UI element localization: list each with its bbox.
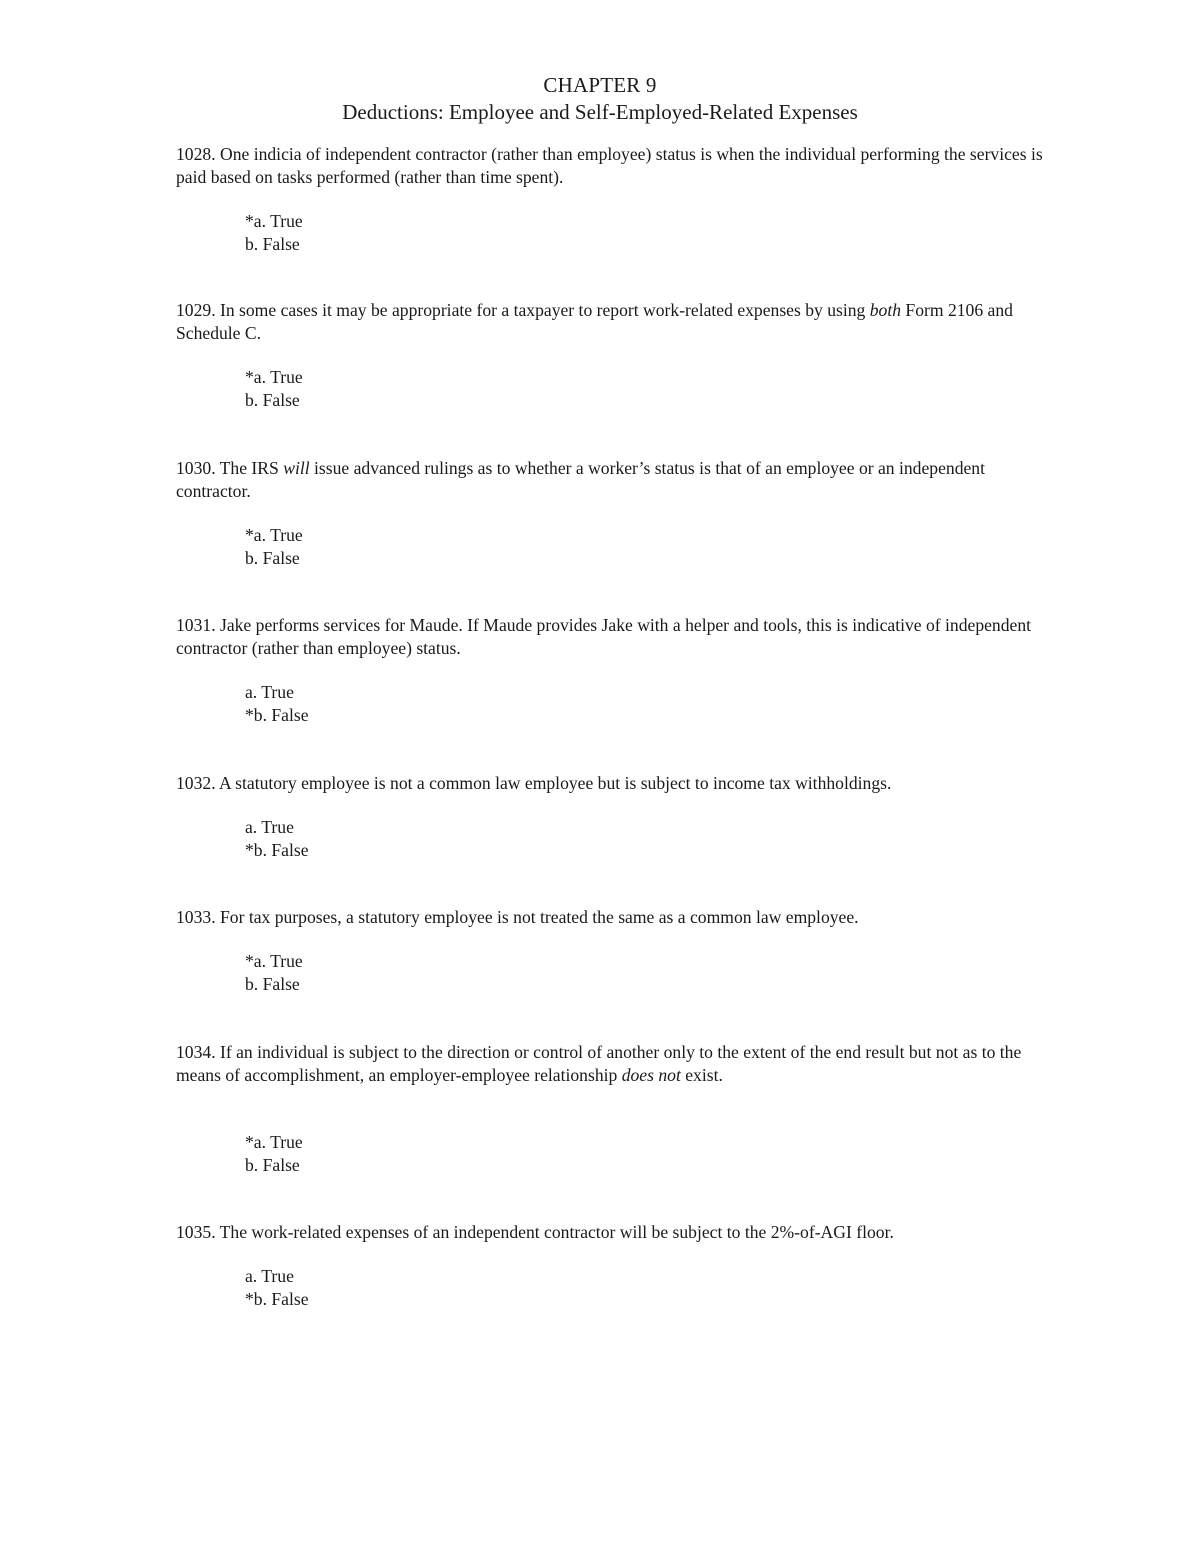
option-b: b. False xyxy=(245,548,300,568)
chapter-subtitle: Deductions: Employee and Self-Employed-Related Expenses xyxy=(342,100,858,124)
question-1031 xyxy=(176,614,1046,727)
question-1034 xyxy=(176,1041,1046,1177)
option-b: b. False xyxy=(245,234,300,254)
option-b: b. False xyxy=(245,1155,300,1175)
question-text-part: 1031. Jake performs services for Maude. If Maude provides Jake with a helper and tools, this is indicative of independent contractor (rather than employee) status. xyxy=(176,615,1032,658)
option-b: *b. False xyxy=(245,840,309,860)
option-a: a. True xyxy=(245,1266,294,1286)
question-text xyxy=(176,143,1046,189)
question-text xyxy=(176,1221,1046,1244)
option-a: *a. True xyxy=(245,525,303,545)
question-text xyxy=(176,1041,1046,1087)
answer-options xyxy=(176,950,1046,996)
question-text-part: issue advanced rulings as to whether a worker’s status is that of an employee or an independent contractor. xyxy=(176,458,985,501)
question-text-part: exist. xyxy=(680,1065,723,1085)
question-text xyxy=(176,299,1046,345)
question-text-part: 1033. For tax purposes, a statutory employee is not treated the same as a common law employee. xyxy=(176,907,859,927)
chapter-title: CHAPTER 9 xyxy=(543,73,657,97)
question-1029 xyxy=(176,299,1046,412)
option-b: *b. False xyxy=(245,705,309,725)
option-a: *a. True xyxy=(245,211,303,231)
answer-options xyxy=(176,1131,1046,1177)
answer-options xyxy=(176,210,1046,256)
question-text xyxy=(176,906,1046,929)
question-text-part: 1034. If an individual is subject to the direction or control of another only to the extent of the end result but not as to the means of accomplishment, an employer-employee relationship xyxy=(176,1042,1022,1085)
option-b: b. False xyxy=(245,390,300,410)
answer-options xyxy=(176,366,1046,412)
question-1033 xyxy=(176,906,1046,996)
question-text-emphasis: both xyxy=(869,300,902,320)
option-a: *a. True xyxy=(245,1132,303,1152)
question-1032 xyxy=(176,772,1046,862)
option-a: a. True xyxy=(245,817,294,837)
answer-options xyxy=(176,816,1046,862)
question-1028 xyxy=(176,143,1046,256)
answer-options xyxy=(176,1265,1046,1311)
answer-options xyxy=(176,681,1046,727)
question-text-emphasis: will xyxy=(283,458,310,478)
option-a: *a. True xyxy=(245,951,303,971)
question-text-part: 1030. The IRS xyxy=(176,458,284,478)
question-text-part: 1028. One indicia of independent contractor (rather than employee) status is when the individual performing the services is paid based on tasks performed (rather than time spent). xyxy=(176,144,1043,187)
question-text xyxy=(176,772,1046,795)
question-text-part: Form 2106 and Schedule C. xyxy=(176,300,1013,343)
question-text-part: 1029. In some cases it may be appropriate for a taxpayer to report work-related expenses by using xyxy=(176,300,870,320)
option-b: *b. False xyxy=(245,1289,309,1309)
question-text-part: 1035. The work-related expenses of an independent contractor will be subject to the 2%-of-AGI floor. xyxy=(176,1222,894,1242)
chapter-header xyxy=(0,71,1200,126)
question-text-emphasis: does not xyxy=(621,1065,681,1085)
question-1035 xyxy=(176,1221,1046,1311)
question-text xyxy=(176,614,1046,660)
question-1030 xyxy=(176,457,1046,570)
answer-options xyxy=(176,524,1046,570)
option-a: *a. True xyxy=(245,367,303,387)
option-a: a. True xyxy=(245,682,294,702)
question-text xyxy=(176,457,1046,503)
option-b: b. False xyxy=(245,974,300,994)
question-text-part: 1032. A statutory employee is not a common law employee but is subject to income tax withholdings. xyxy=(176,773,892,793)
